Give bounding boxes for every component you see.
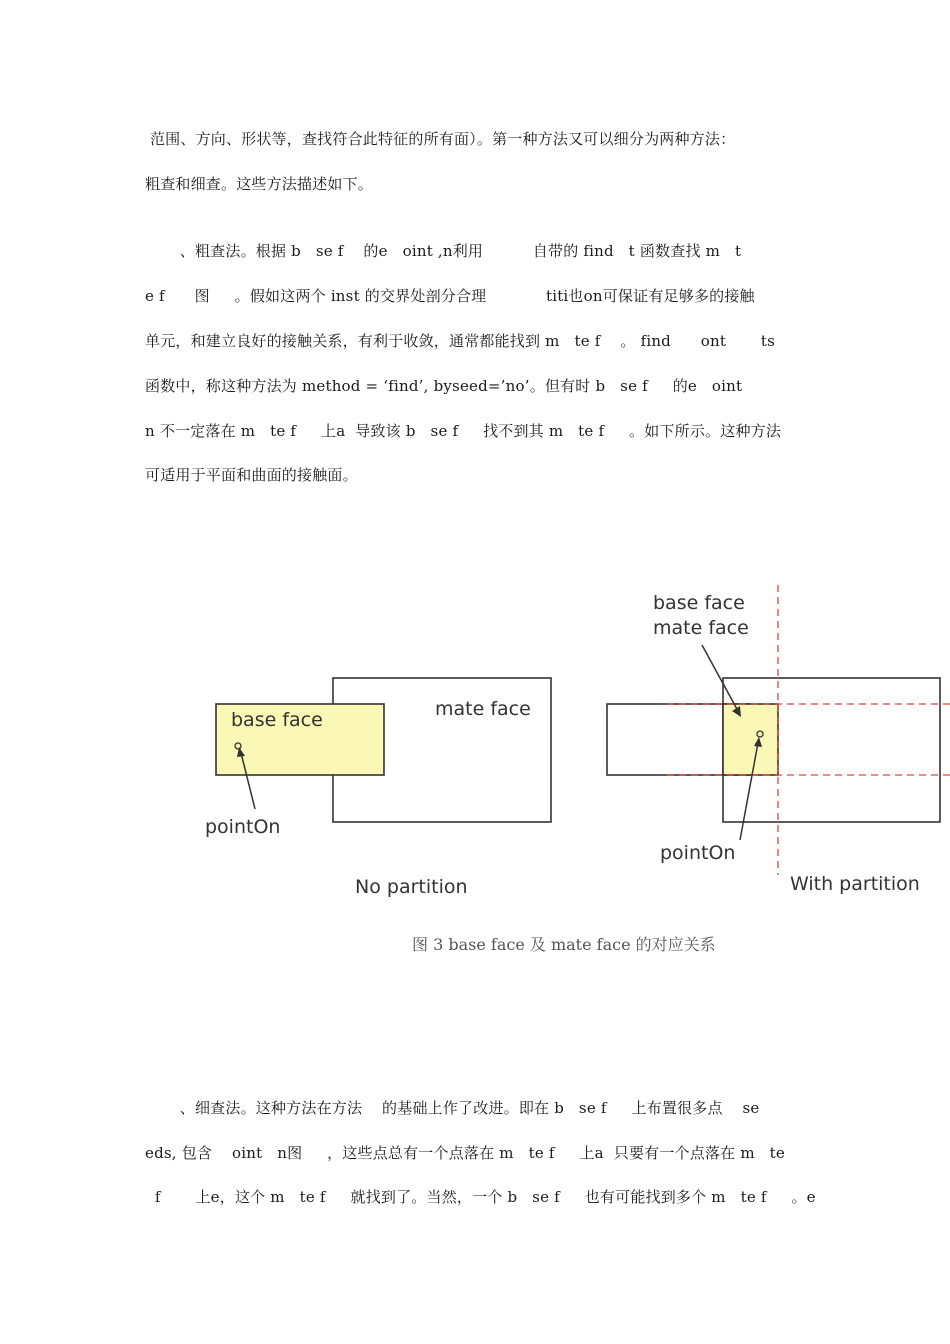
right-base-face-label: base face xyxy=(653,592,745,614)
text-line: 、粗查法。根据 b se f 的e oint ,n利用 自带的 find t 函数查找 m t xyxy=(145,242,742,260)
text-line: 可适用于平面和曲面的接触面。 xyxy=(145,466,358,484)
text-line: 、细查法。这种方法在方法 的基础上作了改进。即在 b se f 上布置很多点 se xyxy=(145,1099,760,1117)
figure-caption: 图 3 base face 及 mate face 的对应关系 xyxy=(412,935,716,954)
figure-partition-diagram xyxy=(195,585,950,910)
left-pointon-label: pointOn xyxy=(205,816,281,838)
text-line: 粗查和细查。这些方法描述如下。 xyxy=(145,175,374,193)
right-pointon-label: pointOn xyxy=(660,842,736,864)
right-overlap-region xyxy=(723,704,778,775)
left-diagram-caption: No partition xyxy=(355,876,468,898)
text-line: n 不一定落在 m te f 上a 导致该 b se f 找不到其 m te f 。如下所示。这种方法 xyxy=(145,422,782,440)
text-line: e f 图 。假如这两个 inst 的交界处剖分合理 titi也on可保证有足够多的接触 xyxy=(145,287,755,305)
left-base-face-label: base face xyxy=(231,709,323,731)
diagram-svg xyxy=(195,585,950,910)
right-mate-face-label: mate face xyxy=(653,617,749,639)
text-line: f 上e，这个 m te f 就找到了。当然，一个 b se f 也有可能找到多个 m te f 。e xyxy=(145,1188,816,1206)
text-line: 单元，和建立良好的接触关系，有利于收敛，通常都能找到 m te f 。 find ont ts xyxy=(145,332,776,350)
right-diagram-caption: With partition xyxy=(790,873,920,895)
text-line: 范围、方向、形状等，查找符合此特征的所有面）。第一种方法又可以细分为两种方法： xyxy=(145,130,736,148)
text-line: 函数中，称这种方法为 method = ‘find’, byseed=’no’。但有时 b se f 的e oint xyxy=(145,377,743,395)
text-line: eds, 包含 oint n图 ，这些点总有一个点落在 m te f 上a 只要有一个点落在 m te xyxy=(145,1144,785,1162)
left-mate-face-label: mate face xyxy=(435,698,531,720)
